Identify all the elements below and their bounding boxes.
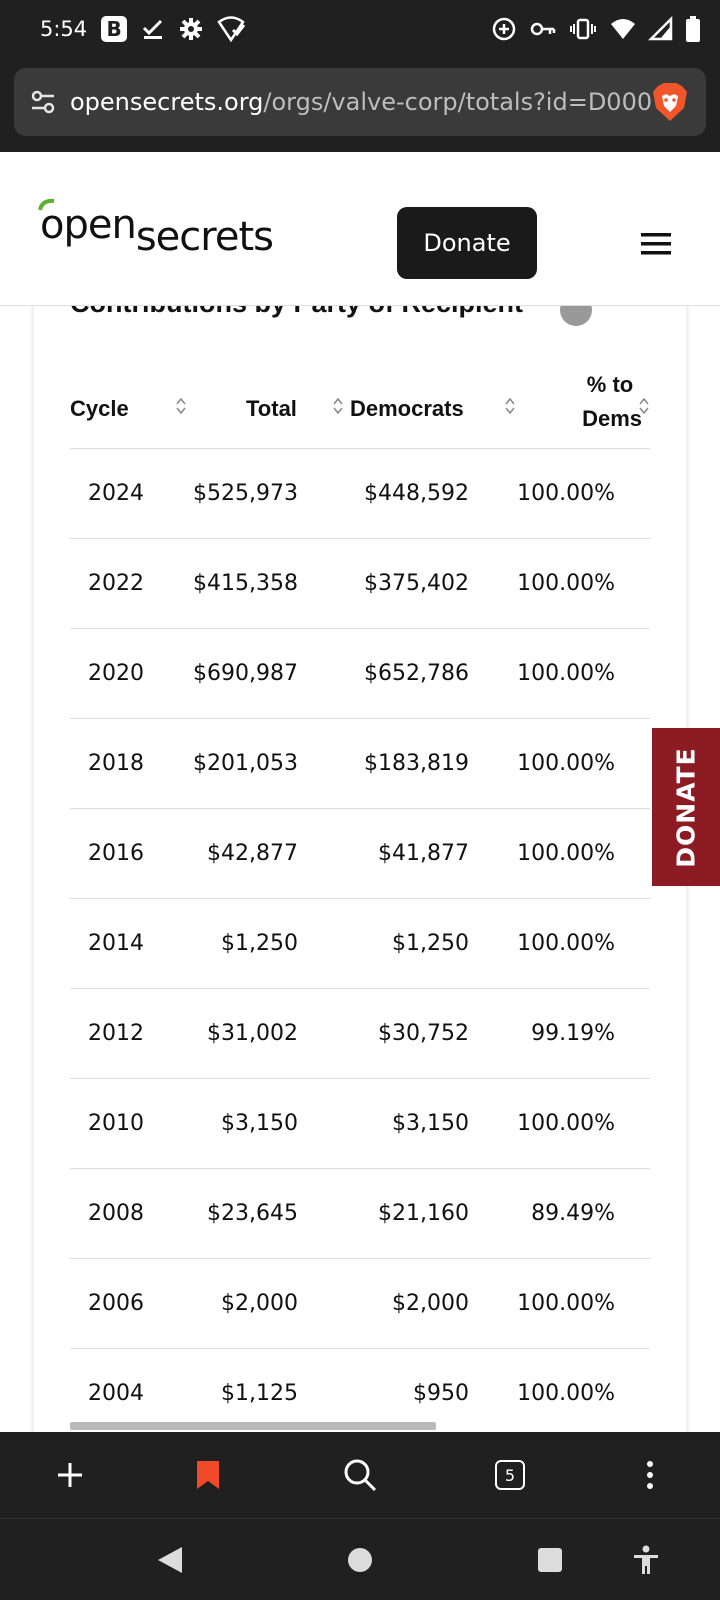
home-button[interactable] [330,1519,390,1601]
recents-square-icon [537,1547,563,1573]
cell-cycle: 2006 [88,1291,144,1316]
cell-pct-to-dems: 100.00% [517,1381,615,1406]
cell-signal-icon [650,18,672,40]
cell-total: $525,973 [193,481,298,506]
battery-icon [686,16,700,42]
browser-address-area [0,58,720,152]
cell-pct-to-dems: 100.00% [517,661,615,686]
url-path: /orgs/valve-corp/totals?id=D000 [263,88,653,116]
tab-switcher-button[interactable] [480,1432,540,1518]
wifi-check-icon [217,16,245,42]
cell-cycle: 2004 [88,1381,144,1406]
browser-toolbar [0,1432,720,1518]
col-democrats-header[interactable]: Democrats [350,396,464,421]
table-row [70,719,650,809]
cell-democrats: $2,000 [392,1291,469,1316]
table-row [70,539,650,629]
cell-democrats: $448,592 [364,481,469,506]
cell-total: $415,358 [193,571,298,596]
home-circle-icon [346,1546,374,1574]
sort-democrats-icon[interactable] [504,396,516,421]
site-header [0,152,720,306]
cell-pct-to-dems: 100.00% [517,931,615,956]
accessibility-button[interactable] [616,1519,676,1601]
col-pct-header-line2[interactable]: Dems [582,406,642,431]
vpn-key-icon [530,20,556,38]
site-settings-icon[interactable] [30,90,56,114]
accessibility-icon [632,1545,660,1575]
cell-cycle: 2024 [88,481,144,506]
donate-side-label: DONATE [671,746,701,868]
vibrate-icon [570,17,596,41]
table-row [70,629,650,719]
table-row [70,989,650,1079]
cell-total: $690,987 [193,661,298,686]
cell-cycle: 2010 [88,1111,144,1136]
cell-pct-to-dems: 100.00% [517,481,615,506]
cell-cycle: 2018 [88,751,144,776]
table-row [70,1259,650,1349]
download-done-icon [141,17,165,41]
more-options-button[interactable] [620,1432,680,1518]
data-saver-icon [492,17,516,41]
cell-pct-to-dems: 100.00% [517,1291,615,1316]
status-bar [0,0,720,58]
logo-secrets-text: secrets [135,214,273,260]
table-row [70,1169,650,1259]
opensecrets-logo[interactable] [40,202,273,260]
cell-pct-to-dems: 99.19% [531,1021,615,1046]
cell-pct-to-dems: 100.00% [517,1111,615,1136]
table-row [70,1079,650,1169]
cell-total: $1,250 [221,931,298,956]
logo-open-text: open [40,202,136,248]
wifi-icon [610,18,636,40]
horizontal-scrollbar[interactable] [70,1422,436,1430]
contributions-card [34,280,686,1440]
cell-pct-to-dems: 100.00% [517,751,615,776]
cell-total: $2,000 [221,1291,298,1316]
b-app-icon: B [101,16,127,42]
address-bar[interactable] [14,68,706,136]
search-button[interactable] [330,1432,390,1518]
sort-cycle-icon[interactable] [175,396,187,421]
cell-democrats: $3,150 [392,1111,469,1136]
cell-pct-to-dems: 100.00% [517,571,615,596]
cell-democrats: $21,160 [378,1201,469,1226]
back-triangle-icon [156,1545,184,1575]
system-navigation-bar [0,1518,720,1600]
clock: 5:54 [40,17,88,41]
cell-total: $3,150 [221,1111,298,1136]
cell-total: $42,877 [207,841,298,866]
plus-icon [55,1460,85,1490]
url-host: opensecrets.org [70,88,264,116]
cell-democrats: $183,819 [364,751,469,776]
vertical-dots-icon [645,1460,655,1490]
cell-democrats: $1,250 [392,931,469,956]
cell-democrats: $375,402 [364,571,469,596]
cell-total: $201,053 [193,751,298,776]
table-header [70,362,650,449]
bookmarks-button[interactable] [178,1432,238,1518]
cell-total: $1,125 [221,1381,298,1406]
bookmark-icon [196,1460,220,1490]
col-pct-header-line1[interactable]: % to [586,372,634,397]
search-icon [342,1457,378,1493]
menu-hamburger-icon[interactable] [641,232,671,261]
cell-total: $23,645 [207,1201,298,1226]
back-button[interactable] [140,1519,200,1601]
table-row [70,809,650,899]
cell-democrats: $652,786 [364,661,469,686]
table-row [70,449,650,539]
col-cycle-header[interactable]: Cycle [70,396,129,421]
table-body [70,449,650,1439]
recents-button[interactable] [520,1519,580,1601]
donate-side-tab[interactable] [652,728,720,886]
cell-cycle: 2008 [88,1201,144,1226]
cell-cycle: 2016 [88,841,144,866]
sort-pct-icon[interactable] [638,396,646,421]
table-row [70,899,650,989]
col-total-header[interactable]: Total [246,396,297,421]
cell-democrats: $30,752 [378,1021,469,1046]
sort-total-icon[interactable] [332,396,344,421]
cell-democrats: $41,877 [378,841,469,866]
url-text[interactable] [70,88,653,116]
cell-total: $31,002 [207,1021,298,1046]
cell-democrats: $950 [413,1381,469,1406]
new-tab-button[interactable] [40,1432,100,1518]
cell-cycle: 2022 [88,571,144,596]
brave-shields-icon[interactable] [652,82,688,122]
cell-pct-to-dems: 100.00% [517,841,615,866]
settings-gear-icon [179,17,203,41]
donate-button[interactable]: Donate [397,207,537,279]
cell-cycle: 2012 [88,1021,144,1046]
tab-count-icon: 5 [495,1460,525,1490]
cell-cycle: 2014 [88,931,144,956]
contributions-table [70,362,650,1439]
cell-cycle: 2020 [88,661,144,686]
cell-pct-to-dems: 89.49% [531,1201,615,1226]
